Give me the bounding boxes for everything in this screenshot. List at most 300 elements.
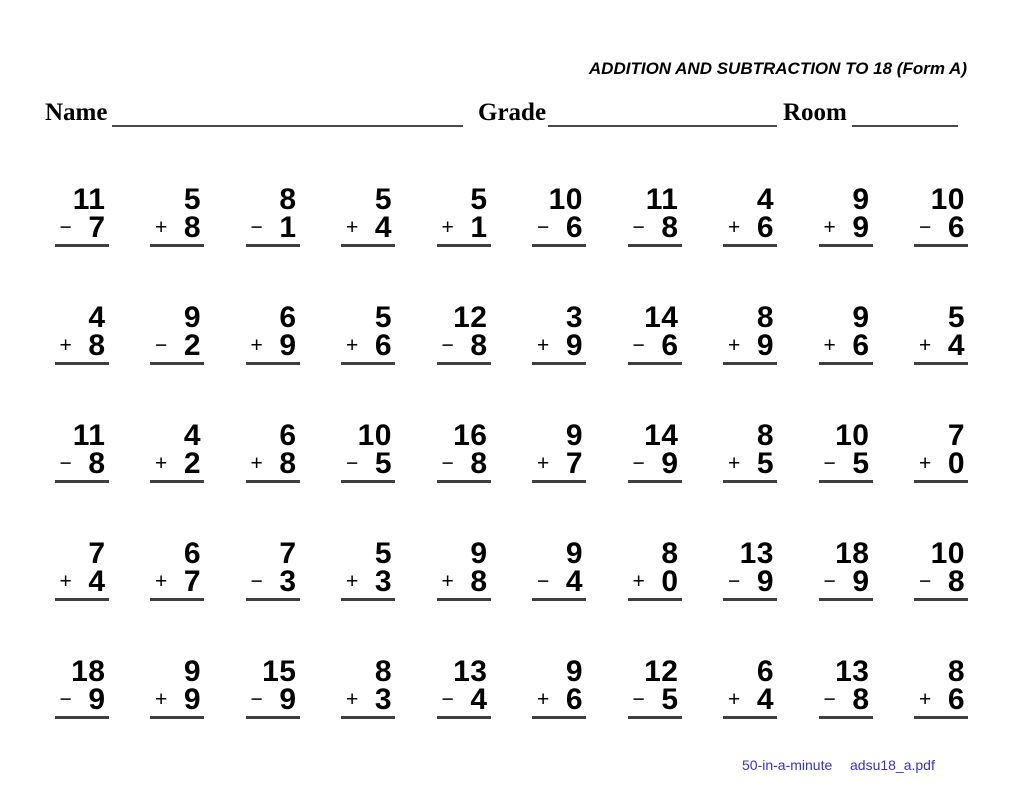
bottom-line: [55, 683, 109, 719]
top-operand: 18: [71, 655, 106, 688]
bottom-line: [628, 329, 682, 365]
problem-cell: [412, 183, 508, 247]
minus-operator: −: [632, 216, 645, 239]
problem-cell: [30, 183, 126, 247]
grade-label: Grade: [478, 99, 547, 126]
top-operand: 5: [470, 183, 488, 216]
problem: [341, 655, 395, 719]
plus-operator: +: [728, 334, 741, 357]
name-label: Name: [45, 99, 108, 126]
top-operand: 5: [374, 183, 392, 216]
top-operand: 5: [374, 301, 392, 334]
bottom-line: [437, 683, 491, 719]
problem-cell: [794, 655, 890, 719]
problem: [723, 537, 777, 601]
bottom-operand: 5: [374, 447, 392, 480]
top-operand: 4: [756, 183, 774, 216]
problem-cell: [317, 419, 413, 483]
problem-cell: [699, 419, 795, 483]
problem: [437, 537, 491, 601]
bottom-operand: 9: [279, 329, 297, 362]
bottom-operand: 6: [565, 211, 583, 244]
bottom-line: [150, 683, 204, 719]
top-operand: 12: [453, 301, 488, 334]
bottom-line: [914, 683, 968, 719]
problem-cell: [126, 183, 222, 247]
bottom-line: [628, 211, 682, 247]
bottom-operand: 6: [374, 329, 392, 362]
plus-operator: +: [728, 452, 741, 475]
bottom-line: [246, 329, 300, 365]
problem: [532, 655, 586, 719]
problem-cell: [890, 655, 986, 719]
bottom-operand: 6: [947, 211, 965, 244]
bottom-line: [437, 211, 491, 247]
problem: [723, 655, 777, 719]
bottom-operand: 0: [661, 565, 679, 598]
bottom-line: [246, 683, 300, 719]
problem-cell: [794, 301, 890, 365]
minus-operator: −: [250, 688, 263, 711]
problem: [819, 419, 873, 483]
problem-cell: [890, 419, 986, 483]
problem-row: [30, 419, 985, 540]
minus-operator: −: [823, 688, 836, 711]
top-operand: 7: [279, 537, 297, 570]
bottom-line: [914, 447, 968, 483]
problem: [914, 419, 968, 483]
bottom-line: [55, 447, 109, 483]
bottom-operand: 8: [183, 211, 201, 244]
bottom-line: [150, 565, 204, 601]
minus-operator: −: [632, 688, 645, 711]
problem: [437, 419, 491, 483]
problem-cell: [508, 183, 604, 247]
top-operand: 11: [72, 419, 106, 452]
minus-operator: −: [441, 334, 454, 357]
bottom-operand: 5: [756, 447, 774, 480]
bottom-operand: 9: [756, 329, 774, 362]
minus-operator: −: [632, 334, 645, 357]
problem-cell: [890, 183, 986, 247]
bottom-line: [819, 329, 873, 365]
plus-operator: +: [250, 334, 263, 357]
problem-cell: [508, 655, 604, 719]
bottom-line: [723, 565, 777, 601]
problem: [150, 419, 204, 483]
top-operand: 14: [644, 301, 679, 334]
bottom-operand: 6: [565, 683, 583, 716]
problem: [628, 301, 682, 365]
room-label: Room: [783, 99, 847, 126]
name-input-line[interactable]: [112, 101, 463, 127]
bottom-operand: 1: [279, 211, 297, 244]
bottom-line: [914, 329, 968, 365]
plus-operator: +: [919, 452, 932, 475]
problem-cell: [317, 537, 413, 601]
plus-operator: +: [250, 452, 263, 475]
top-operand: 8: [947, 655, 965, 688]
problem-cell: [126, 537, 222, 601]
top-operand: 9: [565, 419, 583, 452]
problem: [341, 419, 395, 483]
problem-row: [30, 183, 985, 304]
bottom-operand: 2: [183, 447, 201, 480]
top-operand: 10: [835, 419, 870, 452]
bottom-operand: 9: [852, 211, 870, 244]
bottom-line: [532, 329, 586, 365]
plus-operator: +: [728, 216, 741, 239]
problem: [246, 655, 300, 719]
top-operand: 11: [645, 183, 679, 216]
problem: [628, 537, 682, 601]
top-operand: 16: [453, 419, 488, 452]
top-operand: 8: [756, 419, 774, 452]
plus-operator: +: [537, 688, 550, 711]
problem-cell: [699, 537, 795, 601]
top-operand: 6: [183, 537, 201, 570]
bottom-operand: 8: [279, 447, 297, 480]
minus-operator: −: [537, 570, 550, 593]
bottom-line: [532, 683, 586, 719]
problem-cell: [603, 301, 699, 365]
bottom-line: [150, 329, 204, 365]
problem-cell: [221, 183, 317, 247]
minus-operator: −: [441, 452, 454, 475]
plus-operator: +: [59, 334, 72, 357]
bottom-operand: 5: [852, 447, 870, 480]
bottom-operand: 4: [756, 683, 774, 716]
file-link[interactable]: adsu18_a.pdf: [850, 757, 935, 773]
problem-cell: [30, 419, 126, 483]
bottom-line: [55, 329, 109, 365]
bottom-line: [55, 211, 109, 247]
problem-cell: [508, 301, 604, 365]
bottom-operand: 4: [470, 683, 488, 716]
plus-operator: +: [155, 452, 168, 475]
problem: [55, 655, 109, 719]
plus-operator: +: [537, 334, 550, 357]
bottom-line: [819, 565, 873, 601]
top-operand: 5: [374, 537, 392, 570]
top-operand: 8: [374, 655, 392, 688]
problem-row: [30, 537, 985, 658]
top-operand: 3: [565, 301, 583, 334]
problem-cell: [221, 419, 317, 483]
bottom-line: [341, 329, 395, 365]
bottom-operand: 6: [947, 683, 965, 716]
problem-cell: [30, 301, 126, 365]
series-link[interactable]: 50-in-a-minute: [742, 757, 833, 773]
top-operand: 7: [88, 537, 106, 570]
bottom-line: [437, 447, 491, 483]
top-operand: 8: [661, 537, 679, 570]
bottom-operand: 8: [470, 447, 488, 480]
bottom-operand: 4: [88, 565, 106, 598]
bottom-operand: 9: [661, 447, 679, 480]
problem-cell: [603, 183, 699, 247]
bottom-line: [532, 447, 586, 483]
top-operand: 9: [183, 301, 201, 334]
bottom-line: [341, 211, 395, 247]
top-operand: 9: [470, 537, 488, 570]
top-operand: 10: [357, 419, 392, 452]
plus-operator: +: [346, 570, 359, 593]
plus-operator: +: [346, 216, 359, 239]
problem: [341, 537, 395, 601]
bottom-line: [723, 447, 777, 483]
bottom-operand: 9: [565, 329, 583, 362]
bottom-operand: 9: [279, 683, 297, 716]
plus-operator: +: [441, 570, 454, 593]
problem-cell: [412, 301, 508, 365]
bottom-line: [246, 211, 300, 247]
bottom-line: [532, 211, 586, 247]
top-operand: 9: [852, 301, 870, 334]
minus-operator: −: [823, 570, 836, 593]
problems-grid: [30, 183, 985, 776]
top-operand: 10: [930, 537, 965, 570]
problem-cell: [317, 183, 413, 247]
problem: [150, 655, 204, 719]
plus-operator: +: [155, 216, 168, 239]
problem: [437, 183, 491, 247]
top-operand: 4: [88, 301, 106, 334]
top-operand: 11: [72, 183, 106, 216]
problem: [532, 183, 586, 247]
problem-cell: [508, 419, 604, 483]
problem-cell: [794, 183, 890, 247]
top-operand: 14: [644, 419, 679, 452]
top-operand: 8: [279, 183, 297, 216]
bottom-operand: 8: [88, 447, 106, 480]
bottom-line: [150, 211, 204, 247]
bottom-line: [819, 683, 873, 719]
problem: [150, 183, 204, 247]
problem: [819, 537, 873, 601]
bottom-operand: 2: [183, 329, 201, 362]
problem-cell: [126, 301, 222, 365]
plus-operator: +: [823, 216, 836, 239]
top-operand: 10: [548, 183, 583, 216]
problem-cell: [794, 537, 890, 601]
problem: [341, 183, 395, 247]
problem-cell: [603, 419, 699, 483]
problem: [150, 301, 204, 365]
problem: [55, 537, 109, 601]
top-operand: 9: [565, 655, 583, 688]
problem: [914, 655, 968, 719]
bottom-line: [723, 211, 777, 247]
problem-cell: [412, 419, 508, 483]
problem-cell: [890, 301, 986, 365]
bottom-operand: 8: [947, 565, 965, 598]
problem: [532, 537, 586, 601]
bottom-operand: 9: [88, 683, 106, 716]
bottom-line: [914, 565, 968, 601]
bottom-operand: 4: [565, 565, 583, 598]
minus-operator: −: [155, 334, 168, 357]
problem: [55, 419, 109, 483]
bottom-line: [341, 683, 395, 719]
bottom-operand: 8: [470, 329, 488, 362]
bottom-line: [150, 447, 204, 483]
bottom-line: [437, 329, 491, 365]
plus-operator: +: [728, 688, 741, 711]
minus-operator: −: [59, 216, 72, 239]
problem: [55, 301, 109, 365]
problem: [532, 301, 586, 365]
plus-operator: +: [537, 452, 550, 475]
bottom-line: [819, 211, 873, 247]
bottom-operand: 8: [88, 329, 106, 362]
bottom-operand: 4: [947, 329, 965, 362]
bottom-line: [723, 329, 777, 365]
top-operand: 15: [262, 655, 297, 688]
bottom-operand: 8: [852, 683, 870, 716]
bottom-operand: 0: [947, 447, 965, 480]
problem: [437, 301, 491, 365]
problem-cell: [221, 537, 317, 601]
bottom-operand: 9: [756, 565, 774, 598]
room-input-line[interactable]: [852, 101, 958, 127]
minus-operator: −: [823, 452, 836, 475]
problem-cell: [699, 183, 795, 247]
top-operand: 6: [279, 301, 297, 334]
bottom-line: [246, 447, 300, 483]
top-operand: 6: [279, 419, 297, 452]
bottom-line: [437, 565, 491, 601]
top-operand: 6: [756, 655, 774, 688]
bottom-line: [628, 565, 682, 601]
bottom-operand: 3: [374, 683, 392, 716]
bottom-operand: 3: [374, 565, 392, 598]
top-operand: 13: [835, 655, 870, 688]
plus-operator: +: [346, 688, 359, 711]
bottom-operand: 6: [661, 329, 679, 362]
bottom-line: [246, 565, 300, 601]
top-operand: 7: [947, 419, 965, 452]
top-operand: 8: [756, 301, 774, 334]
problem-cell: [603, 537, 699, 601]
problem: [819, 301, 873, 365]
bottom-line: [628, 683, 682, 719]
problem: [341, 301, 395, 365]
problem: [150, 537, 204, 601]
problem-cell: [412, 537, 508, 601]
problem-cell: [412, 655, 508, 719]
minus-operator: −: [250, 216, 263, 239]
top-operand: 4: [183, 419, 201, 452]
minus-operator: −: [59, 688, 72, 711]
problem: [437, 655, 491, 719]
top-operand: 9: [183, 655, 201, 688]
plus-operator: +: [59, 570, 72, 593]
problem-cell: [317, 655, 413, 719]
minus-operator: −: [346, 452, 359, 475]
problem-cell: [221, 655, 317, 719]
minus-operator: −: [919, 216, 932, 239]
minus-operator: −: [537, 216, 550, 239]
bottom-line: [723, 683, 777, 719]
plus-operator: +: [919, 334, 932, 357]
minus-operator: −: [250, 570, 263, 593]
minus-operator: −: [632, 452, 645, 475]
problem: [628, 419, 682, 483]
plus-operator: +: [155, 570, 168, 593]
problem-cell: [126, 655, 222, 719]
problem-cell: [699, 301, 795, 365]
plus-operator: +: [441, 216, 454, 239]
problem-cell: [221, 301, 317, 365]
problem: [55, 183, 109, 247]
grade-input-line[interactable]: [548, 101, 777, 127]
bottom-line: [819, 447, 873, 483]
problem: [532, 419, 586, 483]
problem: [246, 419, 300, 483]
top-operand: 5: [183, 183, 201, 216]
problem: [723, 183, 777, 247]
problem: [246, 183, 300, 247]
top-operand: 13: [739, 537, 774, 570]
bottom-operand: 6: [852, 329, 870, 362]
problem: [246, 301, 300, 365]
bottom-operand: 6: [756, 211, 774, 244]
plus-operator: +: [155, 688, 168, 711]
bottom-line: [628, 447, 682, 483]
bottom-operand: 1: [470, 211, 488, 244]
problem-row: [30, 301, 985, 422]
top-operand: 13: [453, 655, 488, 688]
problem: [723, 419, 777, 483]
top-operand: 9: [565, 537, 583, 570]
bottom-operand: 4: [374, 211, 392, 244]
bottom-operand: 8: [470, 565, 488, 598]
bottom-operand: 3: [279, 565, 297, 598]
minus-operator: −: [919, 570, 932, 593]
top-operand: 10: [930, 183, 965, 216]
problem-cell: [890, 537, 986, 601]
problem: [914, 301, 968, 365]
bottom-operand: 7: [565, 447, 583, 480]
plus-operator: +: [346, 334, 359, 357]
plus-operator: +: [919, 688, 932, 711]
bottom-operand: 7: [183, 565, 201, 598]
top-operand: 12: [644, 655, 679, 688]
bottom-operand: 9: [852, 565, 870, 598]
problem-cell: [317, 301, 413, 365]
plus-operator: +: [823, 334, 836, 357]
minus-operator: −: [728, 570, 741, 593]
problem-cell: [30, 655, 126, 719]
problem: [628, 655, 682, 719]
minus-operator: −: [441, 688, 454, 711]
problem-row: [30, 655, 985, 776]
bottom-line: [914, 211, 968, 247]
problem: [246, 537, 300, 601]
problem-cell: [699, 655, 795, 719]
minus-operator: −: [59, 452, 72, 475]
problem-cell: [30, 537, 126, 601]
top-operand: 9: [852, 183, 870, 216]
bottom-line: [341, 447, 395, 483]
bottom-line: [532, 565, 586, 601]
problem: [914, 183, 968, 247]
problem-cell: [603, 655, 699, 719]
top-operand: 5: [947, 301, 965, 334]
problem: [723, 301, 777, 365]
bottom-operand: 9: [183, 683, 201, 716]
